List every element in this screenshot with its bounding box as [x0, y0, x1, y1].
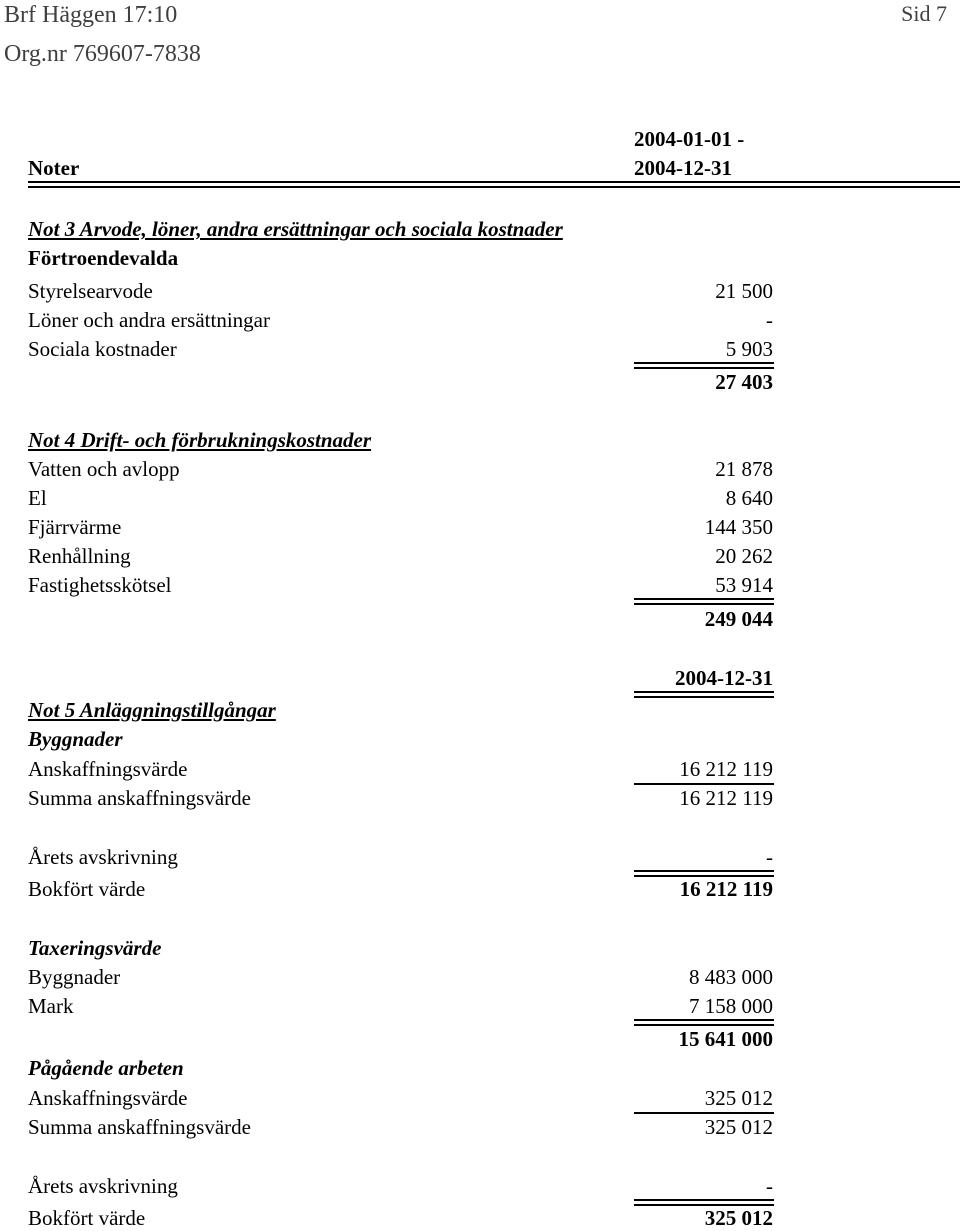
not4-row-label: Renhållning: [28, 544, 131, 568]
byggnader-summa-label: Summa anskaffningsvärde: [28, 786, 251, 810]
not5-header-rule: [634, 691, 774, 698]
not4-row-value: 20 262: [715, 544, 773, 568]
page-number: Sid 7: [901, 1, 947, 26]
period-end: 2004-12-31: [634, 156, 732, 180]
not4-title: Not 4 Drift- och förbrukningskostnader: [28, 428, 372, 452]
taxering-byggnader-label: Byggnader: [28, 965, 121, 989]
not4-row-label: Fastighetsskötsel: [28, 573, 172, 597]
pagaende-summa-label: Summa anskaffningsvärde: [28, 1115, 251, 1139]
noter-heading: Noter: [28, 156, 80, 180]
not4-row-label: El: [28, 486, 47, 510]
not4-total: 249 044: [704, 607, 773, 631]
byggnader-bokfort-value: 16 212 119: [679, 877, 773, 901]
taxering-total-rule: [634, 1019, 774, 1026]
not3-row-value: -: [766, 308, 773, 332]
taxering-mark-label: Mark: [28, 994, 74, 1018]
taxering-mark-value: 7 158 000: [689, 994, 773, 1018]
not4-row-value: 21 878: [715, 457, 773, 481]
period-start: 2004-01-01 -: [634, 127, 745, 151]
not3-row-label: Styrelsearvode: [28, 279, 153, 303]
byggnader-avskrivning-label: Årets avskrivning: [28, 845, 178, 869]
not3-total-rule: [634, 362, 774, 369]
taxering-total: 15 641 000: [678, 1027, 773, 1051]
pagaende-heading: Pågående arbeten: [28, 1056, 184, 1080]
not3-row-value: 21 500: [715, 279, 773, 303]
byggnader-avskrivning-value: -: [766, 845, 773, 869]
pagaende-avskrivning-label: Årets avskrivning: [28, 1174, 178, 1198]
not4-row-label: Fjärrvärme: [28, 515, 122, 539]
pagaende-bokfort-value: 325 012: [704, 1206, 773, 1230]
not3-row-label: Löner och andra ersättningar: [28, 308, 270, 332]
not4-total-rule: [634, 598, 774, 605]
byggnader-bokfort-rule: [634, 870, 774, 877]
not3-group: Förtroendevalda: [28, 246, 179, 270]
byggnader-bokfort-label: Bokfört värde: [28, 877, 146, 901]
not4-row-value: 144 350: [704, 515, 773, 539]
byggnader-sum-rule: [634, 783, 774, 785]
byggnader-summa-value: 16 212 119: [679, 786, 773, 810]
pagaende-anskaffning-label: Anskaffningsvärde: [28, 1086, 188, 1110]
byggnader-anskaffning-label: Anskaffningsvärde: [28, 757, 188, 781]
not3-row-label: Sociala kostnader: [28, 337, 177, 361]
pagaende-sum-rule: [634, 1112, 774, 1114]
not5-title: Not 5 Anläggningstillgångar: [28, 698, 276, 722]
taxering-heading: Taxeringsvärde: [28, 936, 162, 960]
not4-row-value: 8 640: [725, 486, 773, 510]
header-double-rule: [28, 181, 960, 188]
not4-row-label: Vatten och avlopp: [28, 457, 180, 481]
byggnader-heading: Byggnader: [28, 727, 123, 751]
not4-row-value: 53 914: [715, 573, 773, 597]
not5-date-header: 2004-12-31: [675, 666, 773, 690]
not3-title: Not 3 Arvode, löner, andra ersättningar och sociala kostnader: [28, 217, 563, 241]
pagaende-summa-value: 325 012: [704, 1115, 773, 1139]
taxering-byggnader-value: 8 483 000: [689, 965, 773, 989]
not3-total: 27 403: [715, 370, 773, 394]
company-name: Brf Häggen 17:10: [4, 2, 178, 28]
byggnader-anskaffning-value: 16 212 119: [679, 757, 773, 781]
not3-row-value: 5 903: [725, 337, 773, 361]
pagaende-anskaffning-value: 325 012: [704, 1086, 773, 1110]
pagaende-bokfort-label: Bokfört värde: [28, 1206, 146, 1230]
pagaende-avskrivning-value: -: [766, 1174, 773, 1198]
pagaende-bokfort-rule: [634, 1199, 774, 1206]
org-number: Org.nr 769607-7838: [4, 41, 201, 67]
